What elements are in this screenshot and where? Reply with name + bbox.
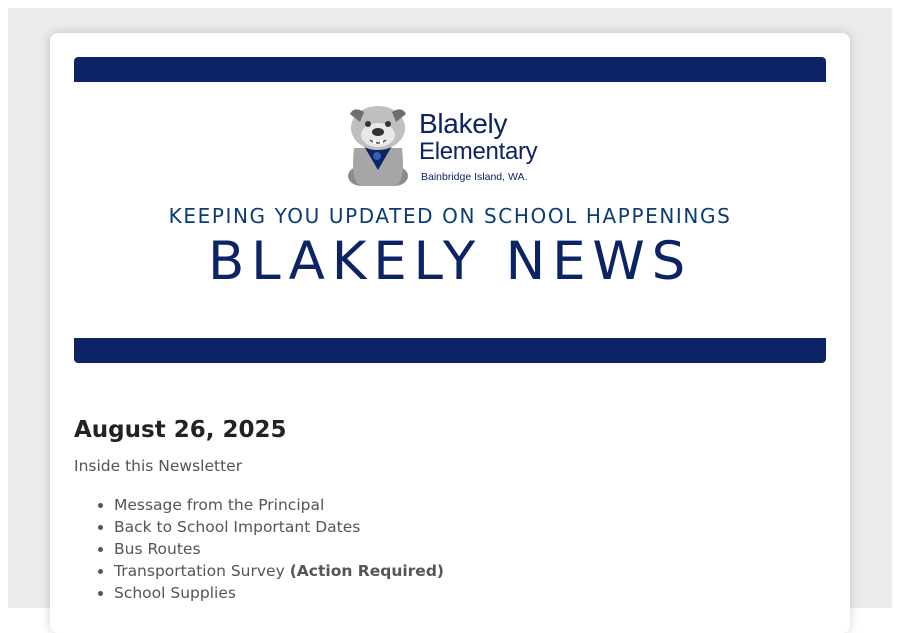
newsletter-card: [50, 33, 850, 633]
list-item-label: School Supplies: [114, 584, 236, 602]
logo-location: Bainbridge Island, WA.: [421, 171, 528, 183]
school-logo: [342, 104, 547, 188]
newsletter-intro: Inside this Newsletter: [74, 457, 243, 475]
list-item: [114, 582, 444, 604]
list-item: [114, 538, 444, 560]
list-item-label: Back to School Important Dates: [114, 518, 361, 536]
list-item: [114, 494, 444, 516]
banner-tagline: KEEPING YOU UPDATED ON SCHOOL HAPPENINGS: [168, 204, 732, 228]
newsletter-date: August 26, 2025: [74, 417, 287, 443]
banner-top-bar: [74, 57, 826, 82]
list-item: [114, 560, 444, 582]
bulldog-mascot-icon: [342, 104, 414, 188]
page-background: [8, 8, 892, 608]
list-item-label: Message from the Principal: [114, 496, 325, 514]
list-item-label: Transportation Survey: [114, 562, 285, 580]
newsletter-banner: [74, 57, 826, 363]
logo-school-type: Elementary: [419, 138, 538, 165]
action-required-note: (Action Required): [289, 562, 444, 580]
newsletter-contents-list: [74, 494, 444, 604]
list-item: [114, 516, 444, 538]
list-item-label: Bus Routes: [114, 540, 201, 558]
banner-headline: BLAKELY NEWS: [207, 231, 693, 292]
logo-school-name: Blakely: [419, 108, 508, 139]
banner-bottom-bar: [74, 338, 826, 363]
